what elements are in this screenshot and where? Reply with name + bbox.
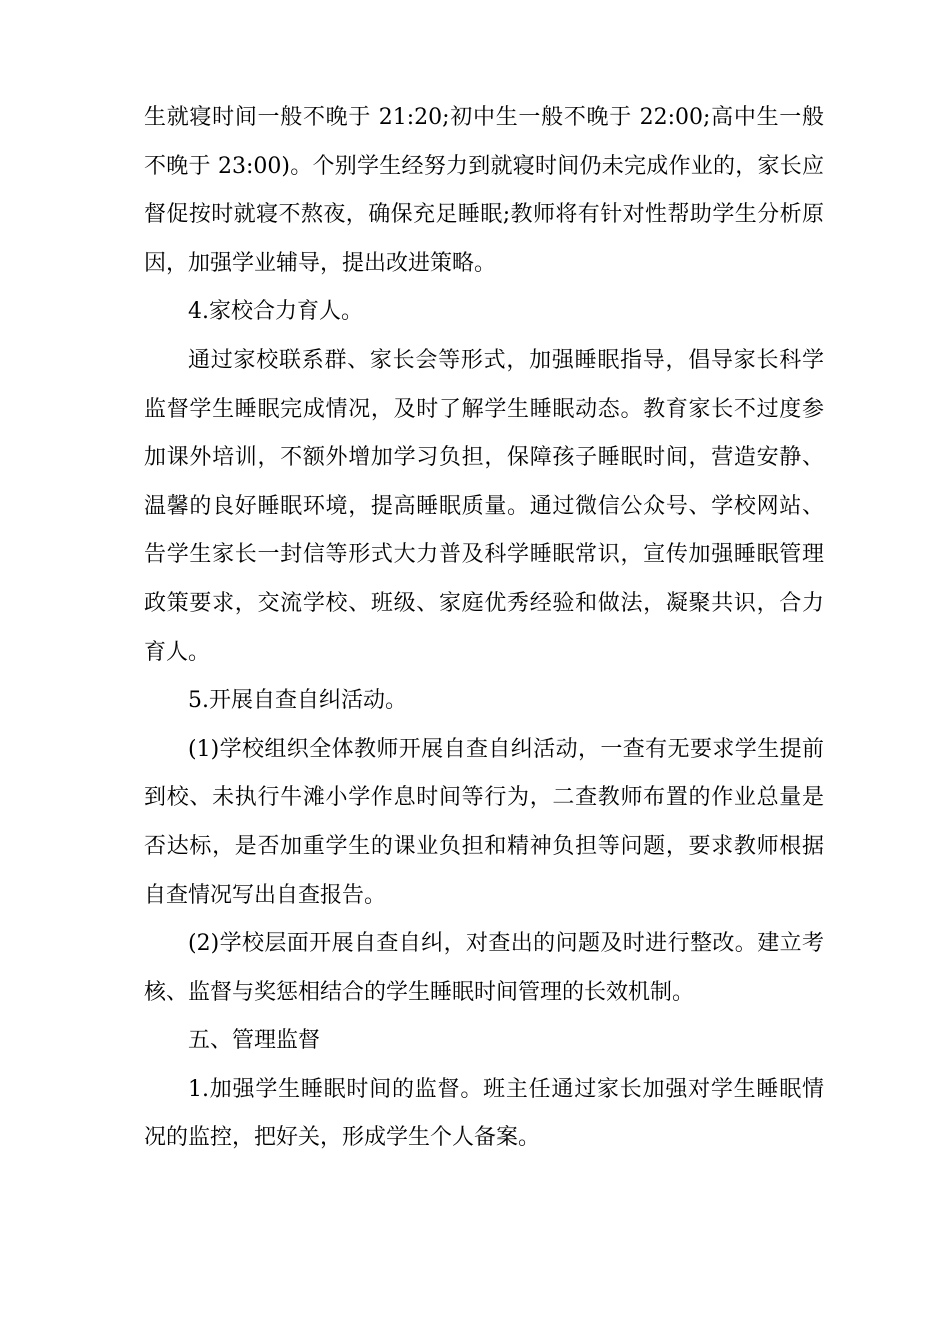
paragraph-self-inspection-1: (1)学校组织全体教师开展自查自纠活动，一查有无要求学生提前到校、未执行牛滩小学作息时间等行为，二查教师布置的作业总量是否达标，是否加重学生的课业负担和精神负担等问题，要求教师根据自查情况写出自查报告。 <box>144 736 824 908</box>
paragraph-home-school-cooperation: 通过家校联系群、家长会等形式，加强睡眠指导，倡导家长科学监督学生睡眠完成情况，及时了解学生睡眠动态。教育家长不过度参加课外培训，不额外增加学习负担，保障孩子睡眠时间，营造安静、温馨的良好睡眠环境，提高睡眠质量。通过微信公众号、学校网站、告学生家长一封信等形式大力普及科学睡眠常识，宣传加强睡眠管理政策要求，交流学校、班级、家庭优秀经验和做法，凝聚共识，合力育人。 <box>144 347 824 665</box>
heading-management-supervision: 五、管理监督 <box>188 1028 321 1054</box>
heading-home-school-cooperation: 4.家校合力育人。 <box>188 299 363 325</box>
document-body <box>144 94 824 1163</box>
heading-self-inspection: 5.开展自查自纠活动。 <box>188 688 407 714</box>
paragraph-self-inspection-2: (2)学校层面开展自查自纠，对查出的问题及时进行整改。建立考核、监督与奖惩相结合的学生睡眠时间管理的长效机制。 <box>144 931 824 1005</box>
paragraph-sleep-supervision: 1.加强学生睡眠时间的监督。班主任通过家长加强对学生睡眠情况的监控，把好关，形成学生个人备案。 <box>144 1076 824 1151</box>
paragraph-sleep-times: 生就寝时间一般不晚于 21:20;初中生一般不晚于 22:00;高中生一般不晚于 23:00)。个别学生经努力到就寝时间仍未完成作业的，家长应督促按时就寝不熬夜，确保充足睡眠;教师将有针对性帮助学生分析原因，加强学业辅导，提出改进策略。 <box>144 105 824 276</box>
